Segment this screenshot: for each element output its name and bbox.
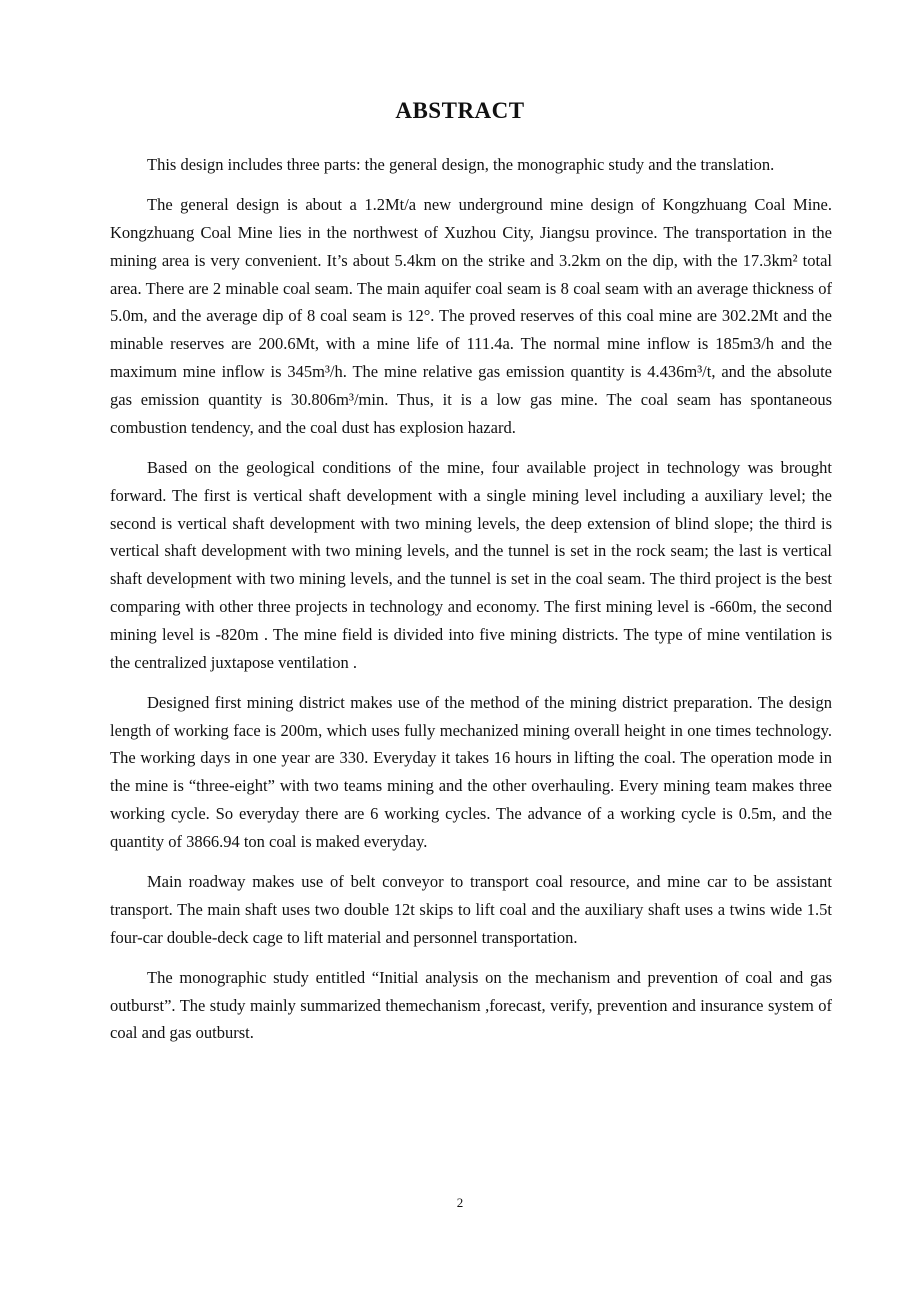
abstract-paragraph-6: The monographic study entitled “Initial analysis on the mechanism and prevention of coal and gas outburst”. The study mainly summarized themechanism ,forecast, verify, prevention and insurance system of coal and gas outburst. [110,967,832,1043]
page-number: 2 [456,1195,464,1210]
abstract-paragraph-2: The general design is about a 1.2Mt/a new underground mine design of Kongzhuang Coal Mine. Kongzhuang Coal Mine lies in the northwest of Xuzhou City, Jiangsu province. The transportation in the mining area is very convenient. It’s about 5.4km on the strike and 3.2km on the dip, with the 17.3km² total area. There are 2 minable coal seam. The main aquifer coal seam is 8 coal seam with an average thickness of 5.0m, and the average dip of 8 coal seam is 12°. The proved reserves of this coal mine are 302.2Mt and the minable reserves are 200.6Mt, with a mine life of 111.4a. The normal mine inflow is 185m3/h and the maximum mine inflow is 345m³/h. The mine relative gas emission quantity is 4.436m³/t, and the absolute gas emission quantity is 30.806m³/min. Thus, it is a low gas mine. The coal seam has spontaneous combustion tendency, and the coal dust has explosion hazard. [110,195,832,437]
abstract-body [110,151,832,1047]
abstract-paragraph-4: Designed first mining district makes use of the method of the mining district preparation. The design length of working face is 200m, which uses fully mechanized mining overall height in one times technology. The working days in one year are 330. Everyday it takes 16 hours in lifting the coal. The operation mode in the mine is “three-eight” with two teams mining and the other overhauling. Every mining team makes three working cycle. So everyday there are 6 working cycles. The advance of a working cycle is 0.5m, and the quantity of 3866.94 ton coal is maked everyday. [110,692,832,851]
page-title: ABSTRACT [395,98,525,123]
abstract-paragraph-5: Main roadway makes use of belt conveyor to transport coal resource, and mine car to be assistant transport. The main shaft uses two double 12t skips to lift coal and the auxiliary shaft uses a twins wide 1.5t four-car double-deck cage to lift material and personnel transportation. [110,872,832,947]
abstract-paragraph-1: This design includes three parts: the general design, the monographic study and the translation. [147,155,775,174]
abstract-paragraph-3: Based on the geological conditions of the mine, four available project in technology was brought forward. The first is vertical shaft development with a single mining level including a auxiliary level; the second is vertical shaft development with two mining levels, the deep extension of blind slope; the third is vertical shaft development with two mining levels, and the tunnel is set in the rock seam; the last is vertical shaft development with two mining levels, and the tunnel is set in the coal seam. The third project is the best comparing with other three projects in technology and economy. The first mining level is -660m, the second mining level is -820m . The mine field is divided into five mining districts. The type of mine ventilation is the centralized juxtapose ventilation . [110,457,832,672]
